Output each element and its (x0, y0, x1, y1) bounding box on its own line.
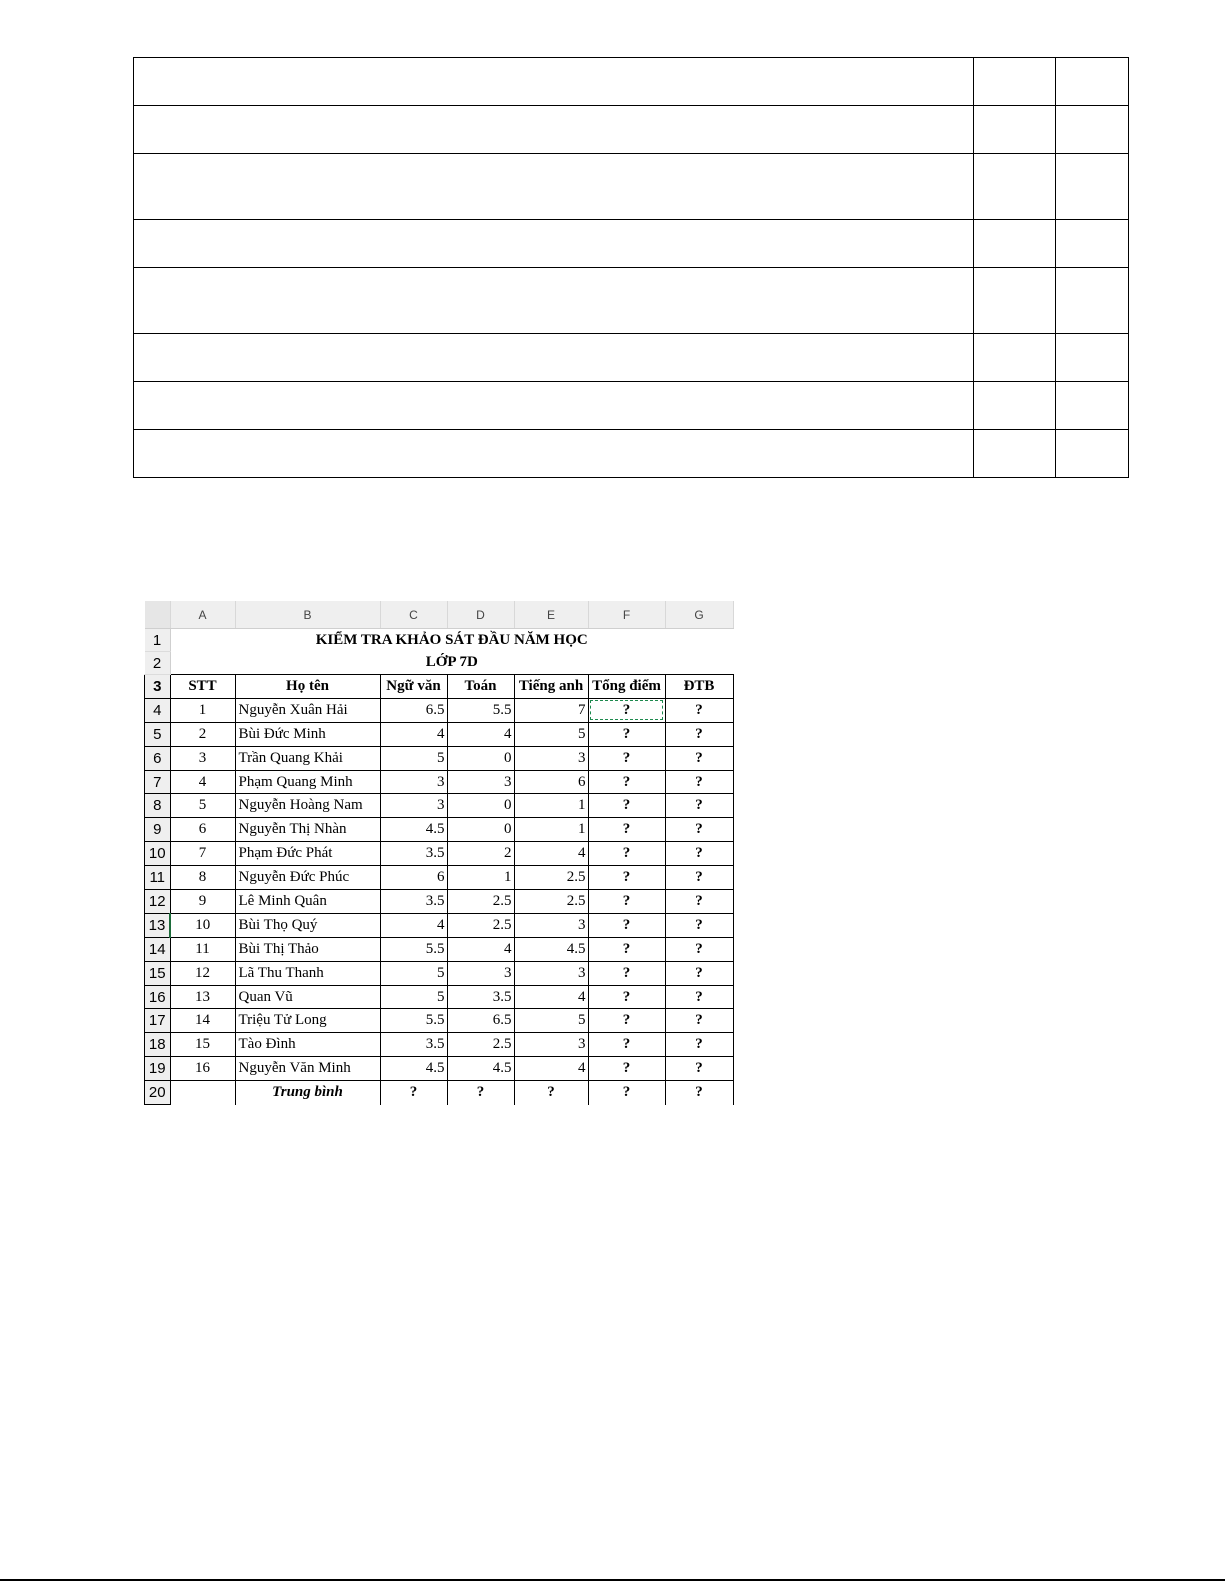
answer-cell[interactable] (974, 154, 1056, 220)
select-all-corner[interactable] (145, 601, 171, 629)
name-cell[interactable]: Trần Quang Khải (235, 746, 380, 770)
score-cell[interactable]: 3.5 (447, 985, 514, 1009)
row-number[interactable]: 5 (145, 722, 171, 746)
average-cell[interactable]: ? (665, 913, 733, 937)
stt-cell[interactable]: 6 (170, 818, 235, 842)
total-cell[interactable]: ? (588, 698, 665, 722)
answer-cell[interactable] (1056, 430, 1129, 478)
score-cell[interactable]: 6 (514, 770, 588, 794)
average-cell[interactable]: ? (665, 1057, 733, 1081)
stt-cell[interactable]: 8 (170, 866, 235, 890)
score-cell[interactable]: 3 (514, 913, 588, 937)
answer-row (134, 154, 1129, 220)
row-number[interactable]: 19 (145, 1057, 171, 1081)
total-cell[interactable]: ? (588, 746, 665, 770)
score-cell[interactable]: 4.5 (380, 818, 447, 842)
score-cell[interactable]: 4 (380, 913, 447, 937)
score-cell[interactable]: 4.5 (514, 937, 588, 961)
stt-cell[interactable]: 11 (170, 937, 235, 961)
total-cell[interactable]: ? (588, 818, 665, 842)
row-number[interactable]: 10 (145, 842, 171, 866)
name-cell[interactable]: Tào Đình (235, 1033, 380, 1057)
answer-table (133, 57, 1129, 478)
average-cell[interactable]: ? (665, 818, 733, 842)
table-row (145, 1057, 734, 1081)
row-number[interactable]: 15 (145, 961, 171, 985)
total-cell[interactable]: ? (588, 866, 665, 890)
score-cell[interactable]: 3.5 (380, 890, 447, 914)
name-cell[interactable]: Bùi Đức Minh (235, 722, 380, 746)
row-number[interactable]: 6 (145, 746, 171, 770)
table-row (145, 842, 734, 866)
answer-cell[interactable] (134, 430, 974, 478)
table-row (145, 698, 734, 722)
row-number[interactable]: 13 (145, 913, 171, 937)
row-number[interactable]: 14 (145, 937, 171, 961)
score-cell[interactable]: 3 (447, 961, 514, 985)
total-cell[interactable]: ? (588, 722, 665, 746)
score-cell[interactable]: 3 (514, 961, 588, 985)
table-header-row (145, 675, 734, 699)
answer-cell[interactable] (974, 220, 1056, 268)
header-cell[interactable]: Ngữ văn (380, 675, 447, 699)
total-cell[interactable]: ? (588, 770, 665, 794)
answer-cell[interactable] (134, 268, 974, 334)
table-row (145, 722, 734, 746)
name-cell[interactable]: Nguyễn Xuân Hải (235, 698, 380, 722)
answer-cell[interactable] (974, 58, 1056, 106)
stt-cell[interactable]: 12 (170, 961, 235, 985)
total-cell[interactable]: ? (588, 1033, 665, 1057)
answer-cell[interactable] (134, 382, 974, 430)
score-cell[interactable]: 3.5 (380, 1033, 447, 1057)
table-row (145, 818, 734, 842)
answer-cell[interactable] (974, 334, 1056, 382)
row-number[interactable]: 2 (145, 652, 171, 675)
answer-row (134, 268, 1129, 334)
stt-cell[interactable]: 14 (170, 1009, 235, 1033)
table-row (145, 1033, 734, 1057)
stt-cell[interactable]: 13 (170, 985, 235, 1009)
score-cell[interactable]: 2.5 (447, 913, 514, 937)
name-cell[interactable]: Bùi Thị Thảo (235, 937, 380, 961)
average-cell[interactable]: ? (665, 1009, 733, 1033)
answer-cell[interactable] (974, 382, 1056, 430)
row-number[interactable]: 16 (145, 985, 171, 1009)
answer-cell[interactable] (134, 154, 974, 220)
empty-cell[interactable] (170, 1081, 235, 1105)
row-number[interactable]: 17 (145, 1009, 171, 1033)
average-cell[interactable]: ? (665, 842, 733, 866)
subject-average-cell[interactable]: ? (588, 1081, 665, 1105)
score-cell[interactable]: 4 (447, 937, 514, 961)
total-cell[interactable]: ? (588, 913, 665, 937)
row-number[interactable]: 9 (145, 818, 171, 842)
score-cell[interactable]: 1 (514, 818, 588, 842)
subject-average-cell[interactable]: ? (380, 1081, 447, 1105)
score-cell[interactable]: 4 (514, 985, 588, 1009)
stt-cell[interactable]: 16 (170, 1057, 235, 1081)
sheet-subtitle: LỚP 7D (425, 654, 478, 671)
header-cell[interactable]: ĐTB (665, 675, 733, 699)
stt-cell[interactable]: 9 (170, 890, 235, 914)
sheet-title-row (145, 629, 734, 652)
score-cell[interactable]: 5 (380, 961, 447, 985)
average-row (145, 1081, 734, 1105)
name-cell[interactable]: Bùi Thọ Quý (235, 913, 380, 937)
row-number[interactable]: 18 (145, 1033, 171, 1057)
answer-row (134, 220, 1129, 268)
answer-row (134, 106, 1129, 154)
answer-cell[interactable] (134, 220, 974, 268)
score-cell[interactable]: 1 (447, 866, 514, 890)
stt-cell[interactable]: 5 (170, 794, 235, 818)
table-row (145, 770, 734, 794)
answer-row (134, 58, 1129, 106)
row-number[interactable]: 8 (145, 794, 171, 818)
stt-cell[interactable]: 4 (170, 770, 235, 794)
header-cell[interactable]: Họ tên (235, 675, 380, 699)
row-number[interactable]: 1 (145, 629, 171, 652)
table-row (145, 937, 734, 961)
row-number[interactable]: 11 (145, 866, 171, 890)
score-cell[interactable]: 4 (514, 842, 588, 866)
average-cell[interactable]: ? (665, 722, 733, 746)
row-number[interactable]: 3 (145, 675, 171, 699)
score-cell[interactable]: 2.5 (447, 890, 514, 914)
answer-cell[interactable] (974, 106, 1056, 154)
answer-cell[interactable] (134, 334, 974, 382)
average-cell[interactable]: ? (665, 746, 733, 770)
row-number[interactable]: 4 (145, 698, 171, 722)
column-header-C[interactable]: C (380, 601, 447, 629)
total-cell[interactable]: ? (588, 961, 665, 985)
name-cell[interactable]: Quan Vũ (235, 985, 380, 1009)
average-cell[interactable]: ? (665, 961, 733, 985)
column-header-row (145, 601, 734, 629)
answer-row (134, 334, 1129, 382)
average-cell[interactable]: ? (665, 890, 733, 914)
answer-cell[interactable] (974, 430, 1056, 478)
header-cell[interactable]: Tổng điểm (588, 675, 665, 699)
average-cell[interactable]: ? (665, 937, 733, 961)
table-row (145, 794, 734, 818)
page-bottom-rule (0, 1579, 1225, 1581)
score-cell[interactable]: 4 (447, 722, 514, 746)
answer-cell[interactable] (1056, 268, 1129, 334)
score-cell[interactable]: 5 (514, 1009, 588, 1033)
score-cell[interactable]: 2.5 (514, 866, 588, 890)
average-cell[interactable]: ? (665, 698, 733, 722)
score-cell[interactable]: 5 (380, 746, 447, 770)
stt-cell[interactable]: 15 (170, 1033, 235, 1057)
stt-cell[interactable]: 1 (170, 698, 235, 722)
answer-row (134, 430, 1129, 478)
score-cell[interactable]: 3 (447, 770, 514, 794)
column-header-B[interactable]: B (235, 601, 380, 629)
score-cell[interactable]: 5.5 (380, 937, 447, 961)
score-cell[interactable]: 3.5 (380, 842, 447, 866)
answer-cell[interactable] (1056, 106, 1129, 154)
score-cell[interactable]: 4 (514, 1057, 588, 1081)
header-cell[interactable]: STT (170, 675, 235, 699)
answer-row (134, 382, 1129, 430)
average-cell[interactable]: ? (665, 866, 733, 890)
name-cell[interactable]: Nguyễn Đức Phúc (235, 866, 380, 890)
name-cell[interactable]: Triệu Tử Long (235, 1009, 380, 1033)
score-cell[interactable]: 7 (514, 698, 588, 722)
subject-average-cell[interactable]: ? (665, 1081, 733, 1105)
header-cell[interactable]: Toán (447, 675, 514, 699)
stt-cell[interactable]: 3 (170, 746, 235, 770)
answer-cell[interactable] (134, 58, 974, 106)
answer-cell[interactable] (134, 106, 974, 154)
answer-cell[interactable] (1056, 220, 1129, 268)
score-cell[interactable]: 3 (514, 1033, 588, 1057)
stt-cell[interactable]: 10 (170, 913, 235, 937)
score-cell[interactable]: 0 (447, 794, 514, 818)
average-cell[interactable]: ? (665, 794, 733, 818)
total-cell[interactable]: ? (588, 794, 665, 818)
answer-cell[interactable] (1056, 58, 1129, 106)
name-cell[interactable]: Nguyễn Thị Nhàn (235, 818, 380, 842)
answer-cell[interactable] (974, 268, 1056, 334)
row-number[interactable]: 12 (145, 890, 171, 914)
score-cell[interactable]: 5 (514, 722, 588, 746)
score-cell[interactable]: 3 (380, 770, 447, 794)
total-cell[interactable]: ? (588, 985, 665, 1009)
average-cell[interactable]: ? (665, 770, 733, 794)
name-cell[interactable]: Lê Minh Quân (235, 890, 380, 914)
score-cell[interactable]: 6.5 (447, 1009, 514, 1033)
row-number[interactable]: 7 (145, 770, 171, 794)
column-header-A[interactable]: A (170, 601, 235, 629)
column-header-F[interactable]: F (588, 601, 665, 629)
score-cell[interactable]: 6 (380, 866, 447, 890)
column-header-E[interactable]: E (514, 601, 588, 629)
average-cell[interactable]: ? (665, 1033, 733, 1057)
score-cell[interactable]: 5.5 (447, 698, 514, 722)
average-label[interactable]: Trung bình (235, 1081, 380, 1105)
total-cell[interactable]: ? (588, 1057, 665, 1081)
score-cell[interactable]: 2.5 (447, 1033, 514, 1057)
name-cell[interactable]: Nguyễn Văn Minh (235, 1057, 380, 1081)
sheet-title: KIỂM TRA KHẢO SÁT ĐẦU NĂM HỌC (315, 631, 588, 648)
name-cell[interactable]: Phạm Đức Phát (235, 842, 380, 866)
sheet-subtitle-row (145, 652, 734, 675)
score-cell[interactable]: 4 (380, 722, 447, 746)
score-cell[interactable]: 3 (514, 746, 588, 770)
score-cell[interactable]: 6.5 (380, 698, 447, 722)
answer-cell[interactable] (1056, 382, 1129, 430)
column-header-G[interactable]: G (665, 601, 733, 629)
stt-cell[interactable]: 7 (170, 842, 235, 866)
score-cell[interactable]: 0 (447, 818, 514, 842)
score-cell[interactable]: 0 (447, 746, 514, 770)
subject-average-cell[interactable]: ? (514, 1081, 588, 1105)
table-row (145, 913, 734, 937)
score-cell[interactable]: 5 (380, 985, 447, 1009)
spreadsheet-grid (144, 601, 734, 1105)
score-cell[interactable]: 4.5 (380, 1057, 447, 1081)
score-cell[interactable]: 2 (447, 842, 514, 866)
score-cell[interactable]: 2.5 (514, 890, 588, 914)
table-row (145, 961, 734, 985)
stt-cell[interactable]: 2 (170, 722, 235, 746)
spreadsheet (144, 601, 736, 1104)
table-row (145, 1009, 734, 1033)
table-row (145, 866, 734, 890)
total-cell[interactable]: ? (588, 1009, 665, 1033)
score-cell[interactable]: 4.5 (447, 1057, 514, 1081)
name-cell[interactable]: Lã Thu Thanh (235, 961, 380, 985)
table-row (145, 746, 734, 770)
name-cell[interactable]: Phạm Quang Minh (235, 770, 380, 794)
score-cell[interactable]: 1 (514, 794, 588, 818)
score-cell[interactable]: 3 (380, 794, 447, 818)
column-header-D[interactable]: D (447, 601, 514, 629)
total-cell[interactable]: ? (588, 890, 665, 914)
average-cell[interactable]: ? (665, 985, 733, 1009)
score-cell[interactable]: 5.5 (380, 1009, 447, 1033)
answer-cell[interactable] (1056, 334, 1129, 382)
total-cell[interactable]: ? (588, 842, 665, 866)
total-cell[interactable]: ? (588, 937, 665, 961)
subject-average-cell[interactable]: ? (447, 1081, 514, 1105)
answer-cell[interactable] (1056, 154, 1129, 220)
header-cell[interactable]: Tiếng anh (514, 675, 588, 699)
row-number[interactable]: 20 (145, 1081, 171, 1105)
table-row (145, 890, 734, 914)
table-row (145, 985, 734, 1009)
name-cell[interactable]: Nguyễn Hoàng Nam (235, 794, 380, 818)
